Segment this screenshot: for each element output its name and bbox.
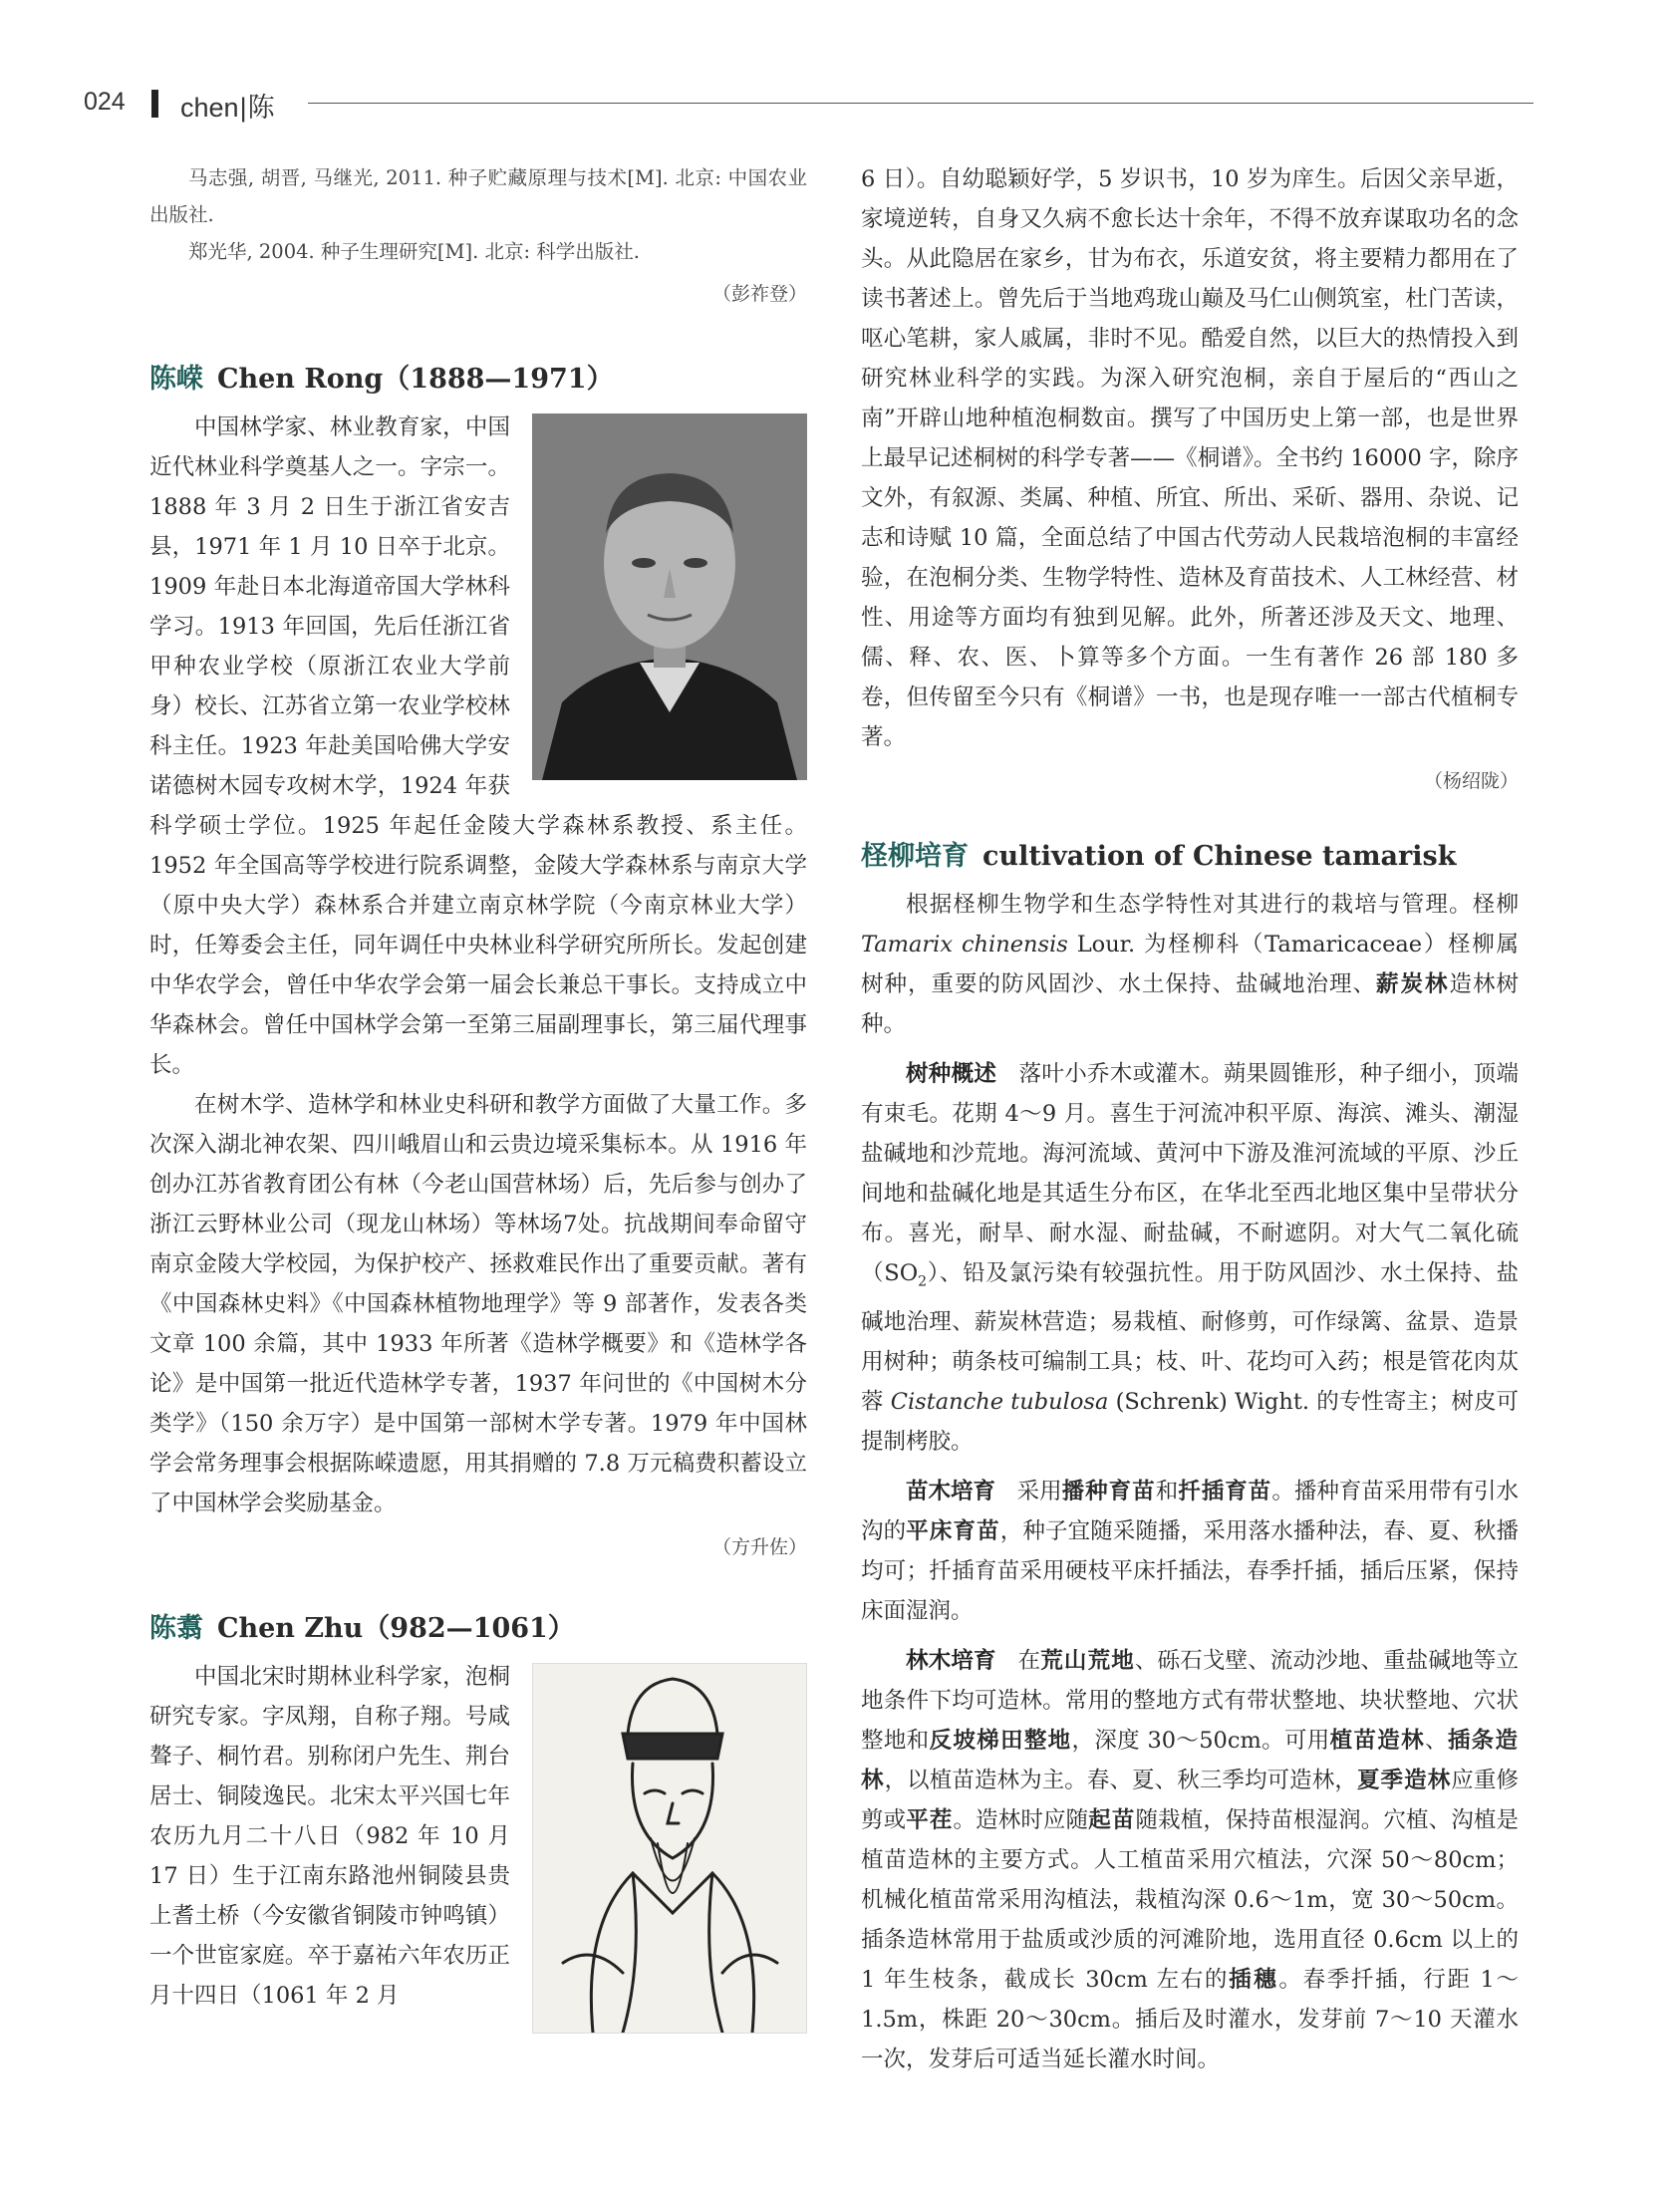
header-rule [308, 103, 1534, 104]
text-run: 。造林时应随 [953, 1806, 1089, 1833]
entry-title-cn: 陈翥 [149, 1613, 203, 1644]
latin-name: Cistanche tubulosa [890, 1388, 1109, 1415]
left-column [149, 159, 807, 2042]
reference-author: （彭祚登） [711, 283, 807, 305]
cross-reference-term: 扦插育苗 [1178, 1478, 1272, 1504]
text-run: ，深度 30～50cm。可用 [1071, 1727, 1330, 1754]
entry-title-en: Chen Zhu（982—1061） [217, 1613, 575, 1644]
entry-title [149, 1607, 807, 1651]
text-run: 。春季扦插，行距 1～1.5m，株距 20～30cm。插后及时灌水，发芽前 7～10 天灌水一次，发芽后可适当延长灌水时间。 [861, 1966, 1519, 2072]
cross-reference-term: 播种育苗 [1061, 1478, 1156, 1504]
text-run: 和 [1155, 1478, 1179, 1504]
text-run: (Schrenk) Wight. 的专性寄主；树皮可提制栲胶。 [861, 1388, 1519, 1455]
cross-reference-term: 夏季造林 [1356, 1767, 1452, 1793]
cross-reference-term: 反坡梯田整地 [929, 1727, 1072, 1754]
right-column [861, 159, 1519, 2079]
entry-paragraph: 中国林学家、林业教育家，中国近代林业科学奠基人之一。字宗一。1888 年 3 月 2 日生于浙江省安吉县，1971 年 1 月 10 日卒于北京。1909 年赴日本北海道帝国大学林科学习。1913 年回国，先后任浙江省甲种农业学校（原浙江农业大学前身）校长、江苏省立第一农业学校林科主任。1923 年赴美国哈佛大学安诺德树木园专攻树木学，1924 年获科学硕士学位。1925 年起任金陵大学森林系教授、系主任。1952 年全国高等学校进行院系调整，金陵大学森林系与南京大学（原中央大学）森林系合并建立南京林学院（今南京林业大学）时，任筹委会主任，同年调任中央林业科学研究所所长。发起创建中华农学会，曾任中华农学会第一届会长兼总干事长。支持成立中华森林会。曾任中国林学会第一至第三届副理事长，第三届代理事长。 [149, 414, 807, 1078]
cross-reference-term: 插条造林 [861, 1727, 1519, 1793]
cross-reference-term: 荒山荒地 [1040, 1647, 1135, 1674]
entry-title [149, 358, 807, 402]
reference-item: 郑光华, 2004. 种子生理研究[M]. 北京: 科学出版社. [188, 240, 640, 263]
subscript: 2 [918, 1273, 928, 1290]
portrait-illustration [532, 413, 807, 780]
entry-paragraph [861, 1054, 1519, 1462]
entry-tamarisk [861, 835, 1519, 2079]
cross-reference-term: 薪炭林 [1375, 971, 1450, 997]
entry-title-cn: 陈嵘 [149, 364, 203, 395]
entry-paragraph [861, 885, 1519, 1044]
text-run: 。播种育苗采用带有引水沟的 [861, 1478, 1519, 1544]
header-bar [151, 90, 158, 118]
entry-chen-zhu [149, 1607, 807, 2016]
text-run: 落叶小乔木或灌木。蒴果圆锥形，种子细小，顶端有束毛。花期 4～9 月。喜生于河流冲积平原、海滨、滩头、潮湿盐碱地和沙荒地。海河流域、黄河中下游及淮河流域的平原、沙丘间地和盐碱化地是其适生分布区，在华北至西北地区集中呈带状分布。喜光，耐旱、耐水湿、耐盐碱，不耐遮阴。对大气二氧化硫（SO [861, 1061, 1519, 1286]
page-header [84, 88, 1529, 132]
cross-reference-term: 平茬 [906, 1806, 954, 1833]
text-run: 、砾石戈壁、流动沙地、重盐碱地等立地条件下均可造林。常用的整地方式有带状整地、块状整地、穴状整地和 [861, 1647, 1519, 1754]
entry-title [861, 835, 1519, 879]
text-run: 、 [1424, 1727, 1448, 1754]
portrait-drawing-chen-zhu [532, 1663, 807, 2034]
entry-paragraph [861, 1472, 1519, 1631]
entry-author: （杨绍陇） [1423, 770, 1519, 792]
cross-reference-term: 平床育苗 [906, 1517, 1000, 1544]
running-head-separator: | [239, 93, 247, 123]
entry-author: （方升佐） [711, 1536, 807, 1558]
section-heading: 树种概述 [906, 1061, 997, 1087]
section-heading: 苗木培育 [906, 1478, 996, 1504]
running-head-cn: 陈 [247, 93, 275, 123]
latin-name: Tamarix chinensis [861, 932, 1068, 957]
text-run: 根据柽柳生物学和生态学特性对其进行的栽培与管理。柽柳 [906, 892, 1519, 918]
text-run: 应重修剪或 [861, 1767, 1519, 1833]
text-run: Lour. 为柽柳科（Tamaricaceae）柽柳属树种，重要的防风固沙、水土保持、盐碱地治理、 [861, 932, 1520, 997]
entry-paragraph-continued: 6 日）。自幼聪颖好学，5 岁识书，10 岁为庠生。后因父亲早逝，家境逆转，自身又久病不愈长达十余年，不得不放弃谋取功名的念头。从此隐居在家乡，甘为布衣，乐道安贫，将主要精力都用在了读书著述上。曾先后于当地鸡珑山巅及马仁山侧筑室，杜门苦读，呕心笔耕，家人戚属，非时不见。酷爱自然，以巨大的热情投入到研究林业科学的实践。为深入研究泡桐，亲自于屋后的“西山之南”开辟山地种植泡桐数亩。撰写了中国历史上第一部，也是世界上最早记述桐树的科学专著——《桐谱》。全书约 16000 字，除序文外，有叙源、类属、种植、所宜、所出、采斫、器用、杂说、记志和诗赋 10 篇，全面总结了中国古代劳动人民栽培泡桐的丰富经验，在泡桐分类、生物学特性、造林及育苗技术、人工林经营、材性、用途等方面均有独到见解。此外，所著还涉及天文、地理、儒、释、农、医、卜算等多个方面。一生有著作 26 部 180 多卷，但传留至今只有《桐谱》一书，也是现存唯一一部古代植桐专著。 [861, 166, 1519, 750]
text-run: 采用 [1016, 1478, 1062, 1504]
ink-sketch-illustration [533, 1664, 806, 2033]
entry-chen-rong [149, 358, 807, 1567]
text-run: 在 [1017, 1647, 1041, 1674]
entry-title-en: Chen Rong（1888—1971） [217, 364, 614, 395]
entry-title-en: cultivation of Chinese tamarisk [982, 841, 1457, 872]
cross-reference-term: 起苗 [1088, 1806, 1136, 1833]
entry-paragraph: 中国北宋时期林业科学家，泡桐研究专家。字凤翔，自称子翔。号咸聱子、桐竹君。别称闭户先生、荆台居士、铜陵逸民。北宋太平兴国七年农历九月二十八日（982 年 10 月 17 日）生于江南东路池州铜陵县贵上耆土桥（今安徽省铜陵市钟鸣镇）一个世宦家庭。卒于嘉祐六年农历正月十四日（1061 年 2 月 [149, 1664, 510, 2009]
text-run: 随栽植，保持苗根湿润。穴植、沟植是植苗造林的主要方式。人工植苗采用穴植法，穴深 50～80cm；机械化植苗常采用沟植法，栽植沟深 0.6～1m，宽 30～50cm。插条造林常用于盐质或沙质的河滩阶地，选用直径 0.6cm 以上的 1 年生枝条，截成长 30cm 左右的 [861, 1806, 1519, 1993]
cross-reference-term: 植苗造林 [1329, 1727, 1425, 1754]
text-run: ）、铅及氯污染有较强抗性。用于防风固沙、水土保持、盐碱地治理、薪炭林营造；易栽植、耐修剪，可作绿篱、盆景、造景用树种；萌条枝可编制工具；枝、叶、花均可入药；根是管花肉苁蓉 [861, 1260, 1519, 1415]
entry-paragraph: 在树木学、造林学和林业史科研和教学方面做了大量工作。多次深入湖北神农架、四川峨眉山和云贵边境采集标本。从 1916 年创办江苏省教育团公有林（今老山国营林场）后，先后参与创办了浙江云野林业公司（现龙山林场）等林场7处。抗战期间奉命留守南京金陵大学校园，为保护校产、拯救难民作出了重要贡献。著有《中国森林史料》《中国森林植物地理学》等 9 部著作，发表各类文章 100 余篇，其中 1933 年所著《造林学概要》和《造林学各论》是中国第一批近代造林学专著，1937 年问世的《中国树木分类学》（150 余万字）是中国第一部树木学专著。1979 年中国林学会常务理事会根据陈嵘遗愿，用其捐赠的 7.8 万元稿费积蓄设立了中国林学会奖励基金。 [149, 1092, 807, 1516]
entry-paragraph [861, 1641, 1519, 2079]
page-number: 024 [84, 88, 126, 116]
text-run: 造林树种。 [861, 971, 1519, 1037]
reference-item: 马志强, 胡晋, 马继光, 2011. 种子贮藏原理与技术[M]. 北京: 中国农业出版社. [149, 166, 807, 226]
cross-reference-term: 插穗 [1229, 1966, 1279, 1993]
running-head [180, 86, 275, 125]
running-head-en: chen [180, 93, 239, 123]
entry-title-cn: 柽柳培育 [861, 841, 969, 872]
text-run: ，种子宜随采随播，采用落水播种法，春、夏、秋播均可；扦插育苗采用硬枝平床扦插法，春季扦插，插后压紧，保持床面湿润。 [861, 1517, 1519, 1624]
portrait-photo-chen-rong [532, 413, 807, 780]
text-run: ，以植苗造林为主。春、夏、秋三季均可造林， [884, 1767, 1357, 1793]
section-heading: 林木培育 [906, 1647, 996, 1674]
